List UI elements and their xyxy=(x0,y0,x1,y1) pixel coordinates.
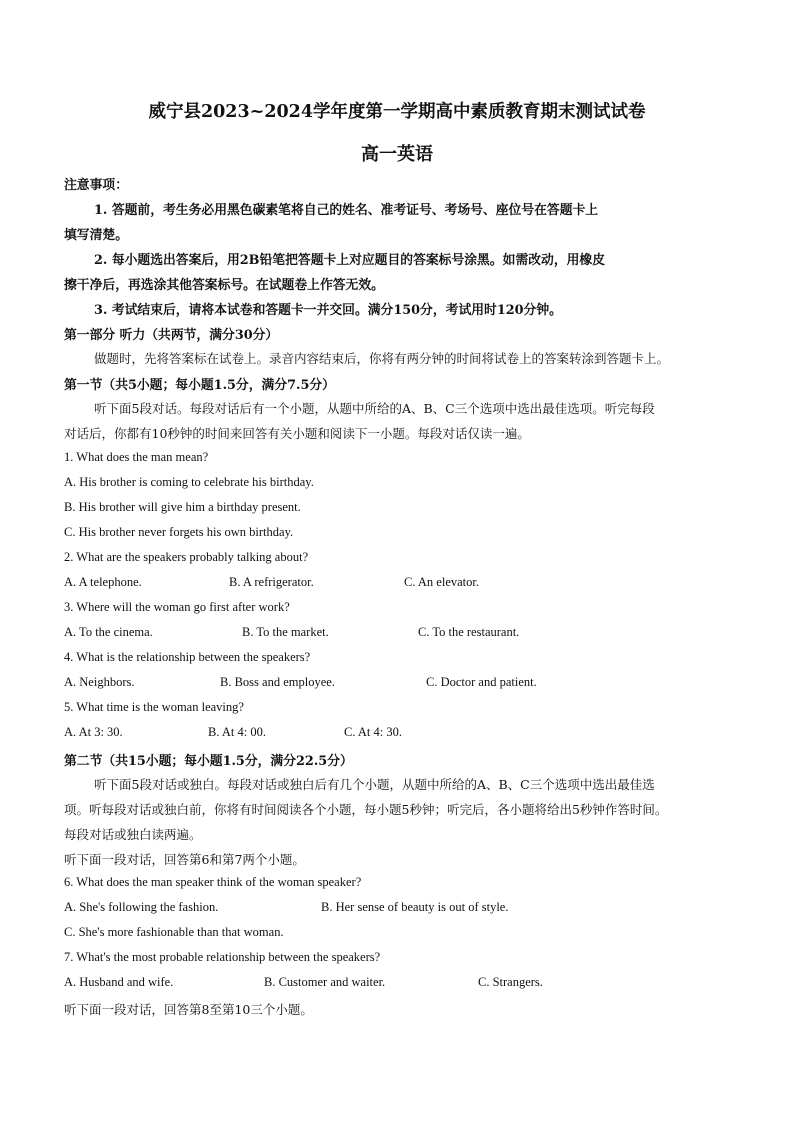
question-7-stem: 7. What's the most probable relationship between the speakers? xyxy=(64,950,381,964)
section2-heading: 第二节（共15小题；每小题1.5分，满分22.5分） xyxy=(64,754,353,769)
question-1-option-a: A. His brother is coming to celebrate his birthday. xyxy=(64,475,314,489)
question-1-option-c: C. His brother never forgets his own birthday. xyxy=(64,525,294,539)
question-6-option-a: A. She's following the fashion. xyxy=(64,900,219,914)
notice-item-1-line-2: 填写清楚。 xyxy=(64,228,128,243)
question-5-option-b: B. At 4: 00. xyxy=(208,725,266,739)
section2-instruction-line-1: 听下面5段对话或独白。每段对话或独白后有几个小题，从题中所给的A、B、C三个选项中选出最佳选 xyxy=(94,777,655,792)
question-2-stem: 2. What are the speakers probably talking about? xyxy=(64,550,309,564)
question-4-stem: 4. What is the relationship between the speakers? xyxy=(64,650,311,664)
question-6-option-b: B. Her sense of beauty is out of style. xyxy=(321,900,509,914)
question-3-option-b: B. To the market. xyxy=(242,625,329,639)
question-2-option-b: B. A refrigerator. xyxy=(229,575,314,589)
section1-instruction-line-1: 听下面5段对话。每段对话后有一个小题，从题中所给的A、B、C三个选项中选出最佳选项。听完每段 xyxy=(94,401,655,416)
section2-instruction-line-3: 每段对话或独白读两遍。 xyxy=(64,827,202,842)
notice-heading: 注意事项： xyxy=(64,178,128,193)
question-1-option-b: B. His brother will give him a birthday present. xyxy=(64,500,301,514)
question-3-stem: 3. Where will the woman go first after work? xyxy=(64,600,290,614)
notice-item-2-line-2: 擦干净后，再选涂其他答案标号。在试题卷上作答无效。 xyxy=(64,278,384,293)
group-1-intro: 听下面一段对话，回答第6和第7两个小题。 xyxy=(64,852,305,867)
question-4-option-b: B. Boss and employee. xyxy=(220,675,335,689)
question-3-option-a: A. To the cinema. xyxy=(64,625,153,639)
question-5-option-a: A. At 3: 30. xyxy=(64,725,123,739)
question-5-stem: 5. What time is the woman leaving? xyxy=(64,700,244,714)
group-2-intro: 听下面一段对话，回答第8至第10三个小题。 xyxy=(64,1002,313,1017)
question-7-option-b: B. Customer and waiter. xyxy=(264,975,386,989)
section1-heading: 第一节（共5小题；每小题1.5分，满分7.5分） xyxy=(64,378,335,393)
notice-item-3: 3. 考试结束后，请将本试卷和答题卡一并交回。满分150分，考试用时120分钟。 xyxy=(94,303,562,318)
notice-item-1-line-1: 1. 答题前，考生务必用黑色碳素笔将自己的姓名、准考证号、考场号、座位号在答题卡上 xyxy=(94,203,599,218)
question-3-option-c: C. To the restaurant. xyxy=(418,625,520,639)
exam-subtitle: 高一英语 xyxy=(361,144,433,165)
question-7-option-c: C. Strangers. xyxy=(478,975,543,989)
notice-item-2-line-1: 2. 每小题选出答案后，用2B铅笔把答题卡上对应题目的答案标号涂黑。如需改动，用橡皮 xyxy=(94,253,606,268)
part1-heading: 第一部分 听力（共两节，满分30分） xyxy=(64,328,279,343)
exam-title: 威宁县2023~2024学年度第一学期高中素质教育期末测试试卷 xyxy=(148,102,646,122)
question-4-option-a: A. Neighbors. xyxy=(64,675,135,689)
question-2-option-a: A. A telephone. xyxy=(64,575,142,589)
section2-instruction-line-2: 项。听每段对话或独白前，你将有时间阅读各个小题，每小题5秒钟；听完后，各小题将给出5秒钟作答时间。 xyxy=(64,802,668,817)
part1-instruction: 做题时，先将答案标在试卷上。录音内容结束后，你将有两分钟的时间将试卷上的答案转涂到答题卡上。 xyxy=(94,351,670,366)
section1-instruction-line-2: 对话后，你都有10秒钟的时间来回答有关小题和阅读下一小题。每段对话仅读一遍。 xyxy=(64,426,530,441)
question-1-stem: 1. What does the man mean? xyxy=(64,450,209,464)
question-6-stem: 6. What does the man speaker think of the woman speaker? xyxy=(64,875,362,889)
question-2-option-c: C. An elevator. xyxy=(404,575,479,589)
question-7-option-a: A. Husband and wife. xyxy=(64,975,174,989)
question-4-option-c: C. Doctor and patient. xyxy=(426,675,537,689)
question-6-option-c: C. She's more fashionable than that woman. xyxy=(64,925,284,939)
question-5-option-c: C. At 4: 30. xyxy=(344,725,402,739)
